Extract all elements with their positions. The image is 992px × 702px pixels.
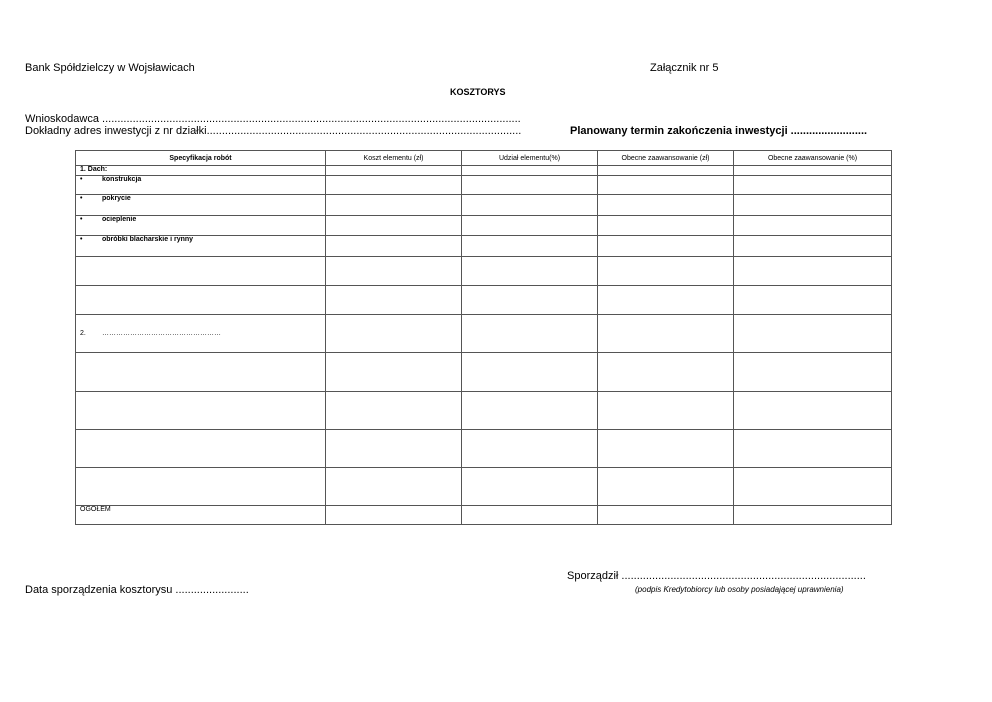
table-cell [326, 315, 462, 353]
table-cell [462, 506, 598, 525]
table-cell [598, 166, 734, 176]
table-row [76, 195, 892, 216]
signature-note: (podpis Kredytobiorcy lub osoby posiadającej uprawnienia) [635, 585, 844, 594]
table-cell [734, 430, 892, 468]
table-cell [462, 392, 598, 430]
table-total-row [76, 506, 892, 525]
table-cell [462, 430, 598, 468]
applicant-field: Wnioskodawca ......................................................................................................................................... [25, 113, 521, 125]
attachment-number: Załącznik nr 5 [650, 62, 719, 74]
bank-name: Bank Spółdzielczy w Wojsławicach [25, 62, 195, 74]
table-cell [326, 195, 462, 216]
item-cell [76, 216, 326, 236]
table-cell [462, 195, 598, 216]
section-2-number: 2. [80, 330, 86, 337]
table-cell [598, 286, 734, 315]
table-row [76, 216, 892, 236]
table-cell [734, 176, 892, 195]
table-cell [598, 315, 734, 353]
table-cell [462, 286, 598, 315]
table-header-row [76, 151, 892, 166]
table-cell [734, 166, 892, 176]
table-cell [598, 195, 734, 216]
section-2-placeholder: …………………………………………… [102, 330, 221, 337]
table-cell [76, 353, 326, 392]
table-cell [462, 468, 598, 506]
table-row [76, 468, 892, 506]
table-cell [326, 166, 462, 176]
table-cell [598, 353, 734, 392]
table-cell [76, 392, 326, 430]
table-cell [462, 166, 598, 176]
section-2-cell [76, 315, 326, 353]
table-cell [598, 216, 734, 236]
table-cell [734, 216, 892, 236]
bullet-icon: • [80, 236, 83, 243]
table-cell [462, 216, 598, 236]
item-label: ocieplenie [102, 216, 137, 223]
table-cell [326, 430, 462, 468]
total-label: OGÓŁEM [76, 506, 326, 525]
table-cell [76, 468, 326, 506]
table-row [76, 430, 892, 468]
table-row [76, 392, 892, 430]
table-cell [76, 257, 326, 286]
table-cell [76, 430, 326, 468]
table-cell [734, 195, 892, 216]
table-cell [734, 315, 892, 353]
table-row [76, 236, 892, 257]
header-element-share: Udział elementu(%) [462, 151, 598, 166]
item-cell [76, 176, 326, 195]
table-cell [734, 236, 892, 257]
table-cell [734, 286, 892, 315]
table-cell [734, 468, 892, 506]
document-title: KOSZTORYS [450, 87, 506, 97]
table-cell [326, 353, 462, 392]
table-row [76, 353, 892, 392]
prepared-by-field: Sporządził ................................................................................ [567, 570, 866, 582]
table-cell [326, 286, 462, 315]
table-cell [326, 257, 462, 286]
item-cell [76, 236, 326, 257]
bullet-icon: • [80, 176, 83, 183]
table-cell [734, 392, 892, 430]
header-element-cost: Koszt elementu (zł) [326, 151, 462, 166]
table-row [76, 257, 892, 286]
table-cell [462, 257, 598, 286]
table-cell [598, 236, 734, 257]
planned-completion-field: Planowany termin zakończenia inwestycji ......................... [570, 125, 868, 137]
table-cell [734, 506, 892, 525]
table-cell [462, 236, 598, 257]
address-field: Dokładny adres inwestycji z nr działki....................................................................................................... [25, 125, 522, 137]
table-cell [734, 257, 892, 286]
table-row [76, 166, 892, 176]
table-cell [462, 176, 598, 195]
table-cell [598, 468, 734, 506]
table-cell [598, 430, 734, 468]
item-label: obróbki blacharskie i rynny [102, 236, 194, 243]
header-progress-amount: Obecne zaawansowanie (zł) [598, 151, 734, 166]
header-specification: Specyfikacja robót [76, 151, 326, 166]
table-cell [598, 257, 734, 286]
table-cell [598, 392, 734, 430]
table-cell [598, 176, 734, 195]
preparation-date-field: Data sporządzenia kosztorysu ........................ [25, 584, 249, 596]
table-cell [734, 353, 892, 392]
table-cell [326, 506, 462, 525]
table-cell [326, 176, 462, 195]
table-cell [326, 216, 462, 236]
table-cell [598, 506, 734, 525]
table-row [76, 176, 892, 195]
table-cell [462, 353, 598, 392]
item-label: pokrycie [102, 195, 131, 202]
table-row [76, 286, 892, 315]
item-cell [76, 195, 326, 216]
section-roof-label: 1. Dach: [76, 166, 326, 176]
bullet-icon: • [80, 216, 83, 223]
table-row [76, 315, 892, 353]
table-cell [326, 468, 462, 506]
bullet-icon: • [80, 195, 83, 202]
cost-estimate-table [75, 150, 892, 525]
table-cell [462, 315, 598, 353]
header-progress-percent: Obecne zaawansowanie (%) [734, 151, 892, 166]
table-cell [76, 286, 326, 315]
table-cell [326, 236, 462, 257]
table-cell [326, 392, 462, 430]
item-label: konstrukcja [102, 176, 142, 183]
